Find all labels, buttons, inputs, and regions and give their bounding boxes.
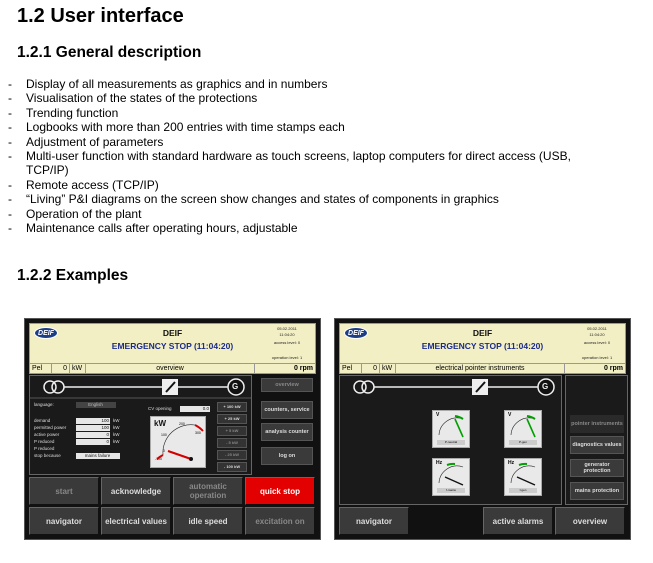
rpm-readout: 0 rpm xyxy=(293,365,313,372)
setpoint-button[interactable]: - 25 kW xyxy=(217,450,247,460)
access-level: access level: 0 xyxy=(583,340,611,345)
electrical-values-button[interactable]: electrical values xyxy=(101,507,171,535)
gauge-unit: kW xyxy=(154,419,166,428)
list-item: - Adjustment of parameters xyxy=(8,134,164,149)
param-label: stop because xyxy=(34,453,61,458)
language-select[interactable]: English xyxy=(76,402,116,408)
status-bar xyxy=(29,363,316,374)
active-alarms-button[interactable]: active alarms xyxy=(483,507,553,535)
gauge-svg xyxy=(151,417,207,469)
meter-label: f-mains xyxy=(437,488,465,493)
list-item: - Display of all measurements as graphics and in numbers xyxy=(8,77,328,91)
voltage-meter xyxy=(432,410,470,448)
screen-title: DEIF xyxy=(162,328,183,338)
pel-label: Pel xyxy=(30,364,52,373)
meter-label: P-neutral xyxy=(437,440,465,445)
gauge-tick-label: 0 xyxy=(163,449,165,453)
list-item: - Maintenance calls after operating hours, adjustable xyxy=(8,221,298,236)
session-info xyxy=(572,326,622,360)
meter-unit: V xyxy=(508,412,512,418)
pointer-instruments-area xyxy=(339,375,562,505)
current-view: electrical pointer instruments xyxy=(396,364,565,373)
generator-protection-button[interactable]: generator protection xyxy=(570,459,624,477)
param-value: 0 xyxy=(76,432,110,438)
pel-value: 0 xyxy=(362,364,380,373)
heading-general-description: 1.2.1 General description xyxy=(17,44,202,61)
meter-unit: V xyxy=(436,412,440,418)
param-unit: kW xyxy=(113,418,120,423)
generator-symbol: G xyxy=(542,382,549,391)
date: 05.02.2011 xyxy=(277,326,297,331)
feature-list xyxy=(8,77,648,235)
setpoint-button[interactable]: + 5 kW xyxy=(217,426,247,436)
heading-examples: 1.2.2 Examples xyxy=(17,267,129,284)
title-bar xyxy=(339,323,626,365)
excitation-on-button[interactable]: excitation on xyxy=(245,507,315,535)
time: 11:04:20 xyxy=(279,332,295,337)
title-bar xyxy=(29,323,316,365)
gauge-tick-label: 100 xyxy=(161,433,167,437)
idle-speed-button[interactable]: idle speed xyxy=(173,507,243,535)
cv-opening-label: CV opening xyxy=(148,406,172,411)
language-label: language: xyxy=(34,402,54,407)
cv-opening-value: 0.0 xyxy=(180,406,210,412)
deif-logo: DEIF xyxy=(34,327,58,339)
status-bar xyxy=(339,363,626,374)
rpm-readout: 0 rpm xyxy=(603,365,623,372)
operation-level: operation level: 1 xyxy=(271,355,303,360)
param-label: P reduced xyxy=(34,439,55,444)
setpoint-button[interactable]: - 5 kW xyxy=(217,438,247,448)
current-view: overview xyxy=(86,364,255,373)
meter-unit: Hz xyxy=(436,460,443,466)
meter-dial xyxy=(433,459,469,489)
setpoint-button[interactable]: - 100 kW xyxy=(217,462,247,472)
session-info xyxy=(262,326,312,360)
param-label: P reduced xyxy=(34,446,55,451)
quick-stop-button[interactable]: quick stop xyxy=(245,477,315,505)
stop-reason: mains failure xyxy=(76,453,120,459)
gauge-tick-label: 200 xyxy=(179,422,185,426)
param-value: 100 xyxy=(76,418,110,424)
start-button[interactable]: start xyxy=(29,477,99,505)
counters-service-button[interactable]: counters, service xyxy=(261,401,313,419)
heading-user-interface: 1.2 User interface xyxy=(17,5,184,27)
param-unit: kW xyxy=(113,425,120,430)
voltage-meter xyxy=(504,410,542,448)
list-item: - Operation of the plant xyxy=(8,206,142,221)
screen-title: DEIF xyxy=(472,328,493,338)
meter-label: P-gen xyxy=(509,440,537,445)
mains-protection-button[interactable]: mains protection xyxy=(570,482,624,500)
deif-logo: DEIF xyxy=(344,327,368,339)
power-gauge xyxy=(150,416,206,468)
list-item: - Visualisation of the states of the protections xyxy=(8,91,258,106)
pel-value: 0 xyxy=(52,364,70,373)
log-on-button[interactable]: log on xyxy=(261,447,313,465)
operation-level: operation level: 1 xyxy=(581,355,613,360)
pel-unit: kW xyxy=(380,364,396,373)
overview-button[interactable]: overview xyxy=(261,378,313,392)
navigator-button[interactable]: navigator xyxy=(339,507,409,535)
meter-label: f-gen xyxy=(509,488,537,493)
alarm-message: EMERGENCY STOP (11:04:20) xyxy=(111,341,234,351)
param-value: 0 xyxy=(76,439,110,445)
list-item: - Multi-user function with standard hardware as touch screens, laptop computers for direct access (USB, TCP/IP) xyxy=(8,149,571,178)
generator-symbol: G xyxy=(232,382,239,391)
list-item: - Logbooks with more than 200 entries with time stamps each xyxy=(8,120,345,135)
meter-dial xyxy=(433,411,469,441)
setpoint-button[interactable]: + 25 kW xyxy=(217,414,247,424)
pel-label: Pel xyxy=(340,364,362,373)
param-unit: kW xyxy=(113,439,120,444)
alarm-message: EMERGENCY STOP (11:04:20) xyxy=(421,341,544,351)
meter-unit: Hz xyxy=(508,460,515,466)
param-unit: kW xyxy=(113,432,120,437)
gauge-tick-label: -100 xyxy=(155,457,163,461)
automatic-operation-button[interactable]: automatic operation xyxy=(173,477,243,505)
line-diagram-svg xyxy=(340,376,561,406)
param-label: active power xyxy=(34,432,60,437)
pointer-instruments-button[interactable]: pointer instruments xyxy=(570,415,624,433)
param-label: demand xyxy=(34,418,51,423)
gauge-tick-label: 300 xyxy=(195,431,201,435)
time: 11:04:20 xyxy=(589,332,605,337)
pel-unit: kW xyxy=(70,364,86,373)
analysis-counter-button[interactable]: analysis counter xyxy=(261,423,313,441)
list-item: - “Living” P&I diagrams on the screen show changes and states of components in graphics xyxy=(8,192,499,207)
frequency-meter xyxy=(504,458,542,496)
screenshot-pointer-instruments xyxy=(334,318,631,540)
meter-dial xyxy=(505,411,541,441)
param-label: permitted power xyxy=(34,425,67,430)
list-item: - Remote access (TCP/IP) xyxy=(8,177,159,192)
setpoint-button[interactable]: + 100 kW xyxy=(217,402,247,412)
param-value: 100 xyxy=(76,425,110,431)
acknowledge-button[interactable]: acknowledge xyxy=(101,477,171,505)
list-item: - Trending function xyxy=(8,105,119,120)
overview-button[interactable]: overview xyxy=(555,507,625,535)
frequency-meter xyxy=(432,458,470,496)
single-line-diagram xyxy=(29,375,252,475)
date: 05.02.2011 xyxy=(587,326,607,331)
diagnostics-values-button[interactable]: diagnostics values xyxy=(570,436,624,454)
meter-dial xyxy=(505,459,541,489)
navigator-button[interactable]: navigator xyxy=(29,507,99,535)
access-level: access level: 0 xyxy=(273,340,301,345)
screenshot-overview xyxy=(24,318,321,540)
